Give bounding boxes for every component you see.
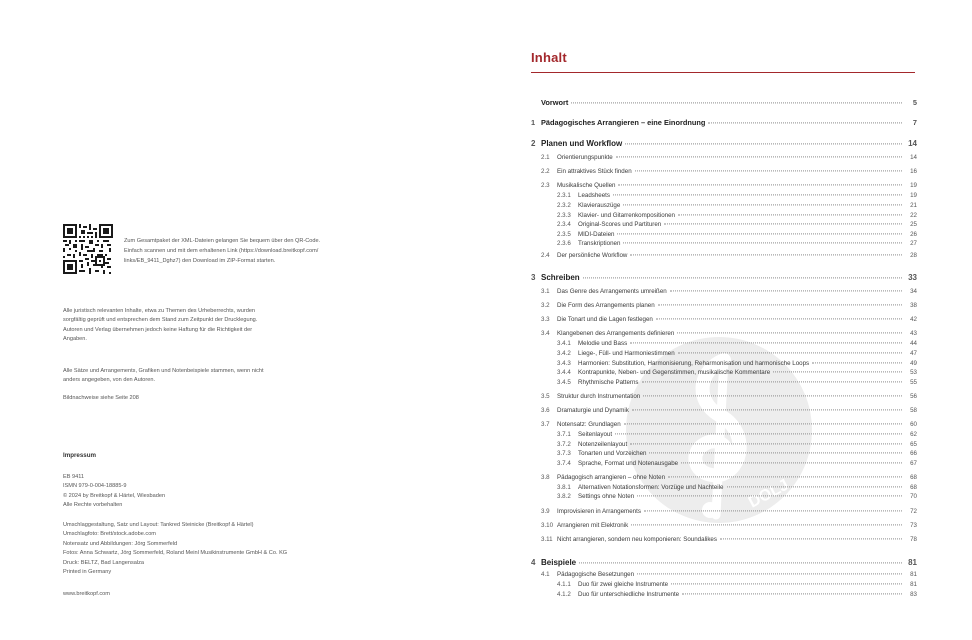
toc-entry-number: 3.2 — [541, 302, 550, 309]
toc-entry-label: Alternativen Notationsformen: Vorzüge und Nachteile — [578, 484, 724, 491]
toc-entry-page: 19 — [910, 192, 917, 199]
toc-entry[interactable] — [541, 168, 917, 175]
toc-entry-number: 3.10 — [541, 522, 554, 529]
toc-entry-page: 44 — [910, 340, 917, 347]
toc-entry-number: 4.1 — [541, 571, 550, 578]
impressum-line: Umschlaggestaltung, Satz und Layout: Tankred Steinicke (Breitkopf & Härtel) — [63, 522, 254, 528]
impressum-line: © 2024 by Breitkopf & Härtel, Wiesbaden — [63, 492, 166, 499]
toc-entry-page: 83 — [910, 591, 917, 598]
toc-entry-label: Duo für unterschiedliche Instrumente — [578, 591, 680, 598]
toc-entry[interactable] — [541, 522, 917, 529]
toc-entry-number: 3.4.1 — [557, 340, 571, 347]
toc-entry-number: 3 — [531, 273, 536, 282]
toc-entry-page: 43 — [910, 330, 917, 337]
toc-entry-page: 47 — [910, 350, 917, 357]
toc-entry-number: 3.7.1 — [557, 431, 571, 438]
toc-entry[interactable] — [541, 154, 917, 161]
toc-entry-label: Seitenlayout — [578, 431, 613, 438]
toc-entry[interactable] — [541, 393, 917, 400]
toc-entry-number: 3.4.4 — [557, 369, 571, 376]
toc-entry[interactable] — [531, 98, 917, 107]
toc-leader-dots — [630, 254, 902, 255]
toc-entry-number: 3.4 — [541, 330, 550, 337]
toc-leader-dots — [649, 452, 902, 453]
toc-entry-page: 49 — [910, 360, 917, 367]
toc-entry[interactable] — [557, 450, 917, 457]
toc-entry-page: 66 — [910, 450, 917, 457]
toc-leader-dots — [670, 290, 902, 291]
toc-entry-label: MIDI-Dateien — [578, 231, 615, 238]
toc-entry-number: 3.7 — [541, 421, 550, 428]
toc-leader-dots — [617, 233, 902, 234]
toc-entry-page: 81 — [908, 558, 917, 567]
toc-entry-page: 28 — [910, 252, 917, 259]
toc-entry-number: 2 — [531, 139, 536, 148]
toc-entry-label: Schreiben — [541, 273, 580, 282]
toc-entry[interactable] — [557, 340, 917, 347]
toc-entry-page: 7 — [912, 118, 917, 127]
toc-entry-label: Beispiele — [541, 558, 577, 567]
toc-entry-label: Struktur durch Instrumentation — [557, 393, 641, 400]
toc-entry-number: 1 — [531, 118, 536, 127]
toc-entry-number: 4.1.1 — [557, 581, 571, 588]
toc-entry-label: Musikalische Quellen — [557, 182, 616, 189]
toc-leader-dots — [632, 409, 902, 410]
toc-entry-number: 3.7.2 — [557, 441, 571, 448]
toc-entry-number: 2.4 — [541, 252, 550, 259]
toc-entry[interactable] — [541, 571, 917, 578]
qr-line: Einfach scannen und mit dem erhaltenen Link (https://download.breitkopf.com/ — [124, 248, 319, 254]
toc-entry[interactable] — [531, 558, 917, 567]
toc-entry-number: 3.8.1 — [557, 484, 571, 491]
impressum-line: Printed in Germany — [63, 569, 112, 576]
toc-entry[interactable] — [531, 139, 917, 148]
website-text: www.breitkopf.com — [63, 591, 110, 597]
toc-title: Inhalt — [531, 50, 567, 65]
toc-entry-page: 78 — [910, 536, 917, 543]
toc-entry[interactable] — [541, 474, 917, 481]
toc-entry-page: 21 — [910, 202, 917, 209]
toc-entry-label: Liege-, Füll- und Harmoniestimmen — [578, 350, 675, 357]
toc-entry[interactable] — [557, 379, 917, 386]
toc-entry[interactable] — [531, 118, 917, 127]
toc-leader-dots — [618, 184, 902, 185]
qr-line: Zum Gesamtpaket der XML-Dateien gelangen Sie bequem über den QR-Code. — [124, 238, 321, 244]
toc-leader-dots — [656, 318, 902, 319]
toc-entry[interactable] — [557, 231, 917, 238]
toc-entry-page: 72 — [910, 508, 917, 515]
toc-entry-number: 3.4.5 — [557, 379, 571, 386]
toc-entry-number: 2.3.6 — [557, 240, 571, 247]
toc-entry-number: 3.8 — [541, 474, 550, 481]
toc-leader-dots — [571, 102, 902, 103]
toc-entry[interactable] — [557, 441, 917, 448]
legal-line: Autoren und Verlag übernehmen jedoch keine Haftung für die Richtigkeit der — [63, 326, 253, 333]
toc-entry-label: Der persönliche Workflow — [557, 252, 628, 259]
toc-entry[interactable] — [541, 407, 917, 414]
toc-entry-number: 2.3 — [541, 182, 550, 189]
toc-entry-page: 42 — [910, 316, 917, 323]
toc-leader-dots — [708, 122, 902, 123]
toc-entry-label: Pädagogische Besetzungen — [557, 571, 635, 578]
toc-leader-dots — [630, 342, 902, 343]
toc-entry[interactable] — [557, 484, 917, 491]
toc-leader-dots — [720, 538, 902, 539]
toc-entry-page: 33 — [908, 273, 917, 282]
qr-line: links/EB_9411_Dghz7) den Download im ZIP-Format starten. — [124, 258, 276, 264]
toc-entry[interactable] — [557, 240, 917, 247]
rights-line: anders angegeben, von den Autoren. — [63, 377, 156, 384]
toc-entry-label: Pädagogisch arrangieren – ohne Noten — [557, 474, 666, 481]
toc-leader-dots — [643, 395, 902, 396]
toc-entry-number: 2.3.2 — [557, 202, 571, 209]
toc-entry-page: 65 — [910, 441, 917, 448]
impressum-title: Impressum — [63, 452, 97, 459]
toc-entry[interactable] — [557, 581, 917, 588]
toc-entry-page: 14 — [910, 154, 917, 161]
impressum-line: EB 9411 — [63, 474, 85, 480]
toc-entry-label: Improvisieren in Arrangements — [557, 508, 641, 515]
toc-leader-dots — [613, 194, 902, 195]
toc-entry-label: Orientierungspunkte — [557, 154, 613, 161]
toc-entry-page: 34 — [910, 288, 917, 295]
toc-entry-number: 3.9 — [541, 508, 550, 515]
toc-entry-page: 55 — [910, 379, 917, 386]
toc-leader-dots — [671, 583, 902, 584]
toc-entry-label: Nicht arrangieren, sondern neu komponieren: Soundalikes — [557, 536, 717, 543]
toc-entry-number: 2.1 — [541, 154, 550, 161]
toc-entry-page: 68 — [910, 474, 917, 481]
toc-entry-label: Settings ohne Noten — [578, 493, 635, 500]
impressum-line: Alle Rechte vorbehalten — [63, 502, 123, 509]
toc-leader-dots — [624, 423, 902, 424]
toc-leader-dots — [583, 277, 902, 278]
toc-entry-page: 38 — [910, 302, 917, 309]
toc-leader-dots — [637, 573, 902, 574]
toc-entry-label: Vorwort — [541, 98, 569, 107]
toc-entry[interactable] — [541, 182, 917, 189]
toc-leader-dots — [773, 371, 902, 372]
toc-entry-label: Die Form des Arrangements planen — [557, 302, 655, 309]
toc-leader-dots — [623, 204, 902, 205]
toc-entry-page: 27 — [910, 240, 917, 247]
toc-entry-page: 22 — [910, 212, 917, 219]
impressum-line: Umschlagfoto: Brett/stock.adobe.com — [63, 531, 156, 538]
toc-entry-page: 19 — [910, 182, 917, 189]
impressum-line: ISMN 979-0-004-18885-9 — [63, 483, 127, 490]
toc-leader-dots — [682, 593, 902, 594]
toc-entry-page: 16 — [910, 168, 917, 175]
toc-entry-number: 3.4.2 — [557, 350, 571, 357]
toc-entry-label: Klangebenen des Arrangements definieren — [557, 330, 675, 337]
toc-entry-label: Arrangieren mit Elektronik — [557, 522, 629, 529]
toc-leader-dots — [579, 562, 902, 563]
toc-entry-number: 3.6 — [541, 407, 550, 414]
toc-entry-label: Das Genre des Arrangements umreißen — [557, 288, 667, 295]
toc-entry-page: 26 — [910, 231, 917, 238]
toc-leader-dots — [677, 332, 902, 333]
toc-leader-dots — [615, 433, 902, 434]
toc-entry[interactable] — [541, 330, 917, 337]
toc-entry[interactable] — [541, 421, 917, 428]
toc-entry-label: Notensatz: Grundlagen — [557, 421, 621, 428]
picture-credits-text: Bildnachweise siehe Seite 208 — [63, 395, 139, 401]
toc-entry-label: Klavierauszüge — [578, 202, 621, 209]
toc-entry[interactable] — [557, 591, 917, 598]
toc-entry-label: Die Tonart und die Lagen festlegen — [557, 316, 653, 323]
toc-entry[interactable] — [557, 431, 917, 438]
toc-entry[interactable] — [541, 252, 917, 259]
toc-entry-number: 2.3.5 — [557, 231, 571, 238]
toc-entry[interactable] — [557, 212, 917, 219]
toc-entry-label: Melodie und Bass — [578, 340, 628, 347]
toc-leader-dots — [616, 156, 902, 157]
toc-leader-dots — [631, 524, 902, 525]
toc-entry-number: 3.3 — [541, 316, 550, 323]
toc-entry-page: 62 — [910, 431, 917, 438]
toc-entry-label: Planen und Workflow — [541, 139, 623, 148]
toc-leader-dots — [668, 476, 902, 477]
toc-entry-label: Ein attraktives Stück finden — [557, 168, 632, 175]
toc-entry[interactable] — [541, 316, 917, 323]
toc-entry[interactable] — [541, 508, 917, 515]
toc-entry-number: 4.1.2 — [557, 591, 571, 598]
toc-entry-page: 67 — [910, 460, 917, 467]
toc-entry[interactable] — [557, 350, 917, 357]
toc-entry-number: 2.3.4 — [557, 221, 571, 228]
toc-leader-dots — [630, 443, 902, 444]
toc-entry[interactable] — [557, 493, 917, 500]
toc-leader-dots — [664, 223, 902, 224]
toc-entry-page: 5 — [912, 98, 917, 107]
toc-leader-dots — [678, 352, 902, 353]
toc-entry-page: 81 — [910, 571, 917, 578]
toc-entry-page: 56 — [910, 393, 917, 400]
toc-entry-number: 4 — [531, 558, 536, 567]
toc-entry[interactable] — [557, 202, 917, 209]
watermark-text: DOLJ — [745, 476, 792, 512]
toc-entry-label: Transkriptionen — [578, 240, 621, 247]
toc-entry-label: Duo für zwei gleiche Instrumente — [578, 581, 669, 588]
toc-entry-label: Pädagogisches Arrangieren – eine Einordnung — [541, 118, 706, 127]
legal-line: sorgfältig geprüft und entsprechen dem Stand zum Zeitpunkt der Drucklegung. — [63, 317, 258, 324]
toc-entry-number: 3.1 — [541, 288, 550, 295]
impressum-line: Notensatz und Abbildungen: Jörg Sommerfeld — [63, 540, 178, 547]
toc-entry[interactable] — [557, 221, 917, 228]
toc-entry-number: 2.3.3 — [557, 212, 571, 219]
toc-entry-label: Rhythmische Patterns — [578, 379, 639, 386]
toc-leader-dots — [642, 381, 902, 382]
toc-leader-dots — [623, 242, 902, 243]
toc-entry-number: 2.3.1 — [557, 192, 571, 199]
toc-entry-number: 3.7.3 — [557, 450, 571, 457]
toc-leader-dots — [635, 170, 902, 171]
toc-leader-dots — [625, 143, 902, 144]
toc-entry-page: 70 — [910, 493, 917, 500]
impressum-line: Fotos: Anna Schwartz, Jörg Sommerfeld, Roland Meinl Musikinstrumente GmbH & Co. KG — [63, 550, 288, 557]
toc-entry[interactable] — [557, 460, 917, 467]
legal-line: Alle juristisch relevanten Inhalte, etwa zu Themen des Urheberrechts, wurden — [63, 308, 256, 314]
toc-entry[interactable] — [557, 360, 917, 367]
toc-entry-label: Kontrapunkte, Neben- und Gegenstimmen, musikalische Kommentare — [578, 369, 771, 376]
toc-entry-page: 60 — [910, 421, 917, 428]
toc-entry-label: Klavier- und Gitarrenkompositionen — [578, 212, 675, 219]
toc-leader-dots — [812, 362, 902, 363]
toc-entry[interactable] — [557, 192, 917, 199]
toc-entry-label: Sprache, Format und Notenausgabe — [578, 460, 679, 467]
toc-entry-page: 68 — [910, 484, 917, 491]
toc-entry-number: 3.11 — [541, 536, 553, 543]
toc-entry-label: Dramaturgie und Dynamik — [557, 407, 629, 414]
toc-entry[interactable] — [541, 288, 917, 295]
toc-leader-dots — [637, 495, 902, 496]
toc-leader-dots — [678, 214, 902, 215]
toc-entry-page: 81 — [910, 581, 917, 588]
toc-entry-number: 3.7.4 — [557, 460, 571, 467]
toc-leader-dots — [658, 304, 902, 305]
toc-entry-page: 53 — [910, 369, 917, 376]
toc-entry[interactable] — [557, 369, 917, 376]
toc-entry-page: 73 — [910, 522, 917, 529]
toc-entry-page: 14 — [908, 139, 917, 148]
toc-entry-number: 2.2 — [541, 168, 550, 175]
toc-entry-label: Harmonien: Substitution, Harmonisierung, Reharmonisation und harmonische Loops — [578, 360, 810, 367]
impressum-line: Druck: BELTZ, Bad Langensalza — [63, 559, 145, 566]
toc-entry[interactable] — [531, 273, 917, 282]
toc-entry[interactable] — [541, 536, 917, 543]
toc-entry-page: 58 — [910, 407, 917, 414]
legal-line: Angaben. — [63, 336, 87, 343]
toc-entry-number: 3.5 — [541, 393, 550, 400]
toc-entry-label: Tonarten und Vorzeichen — [578, 450, 647, 457]
toc-entry-number: 3.8.2 — [557, 493, 571, 500]
toc-entry-page: 25 — [910, 221, 917, 228]
toc-entry-label: Leadsheets — [578, 192, 610, 199]
toc-entry[interactable] — [541, 302, 917, 309]
rights-line: Alle Sätze und Arrangements, Grafiken und Notenbeispiele stammen, wenn nicht — [63, 368, 264, 374]
toc-leader-dots — [727, 486, 903, 487]
toc-entry-label: Notenzeilenlayout — [578, 441, 628, 448]
toc-leader-dots — [681, 462, 902, 463]
toc-entry-number: 3.4.3 — [557, 360, 571, 367]
toc-leader-dots — [644, 510, 902, 511]
toc-entry-label: Original-Scores und Partituren — [578, 221, 662, 228]
